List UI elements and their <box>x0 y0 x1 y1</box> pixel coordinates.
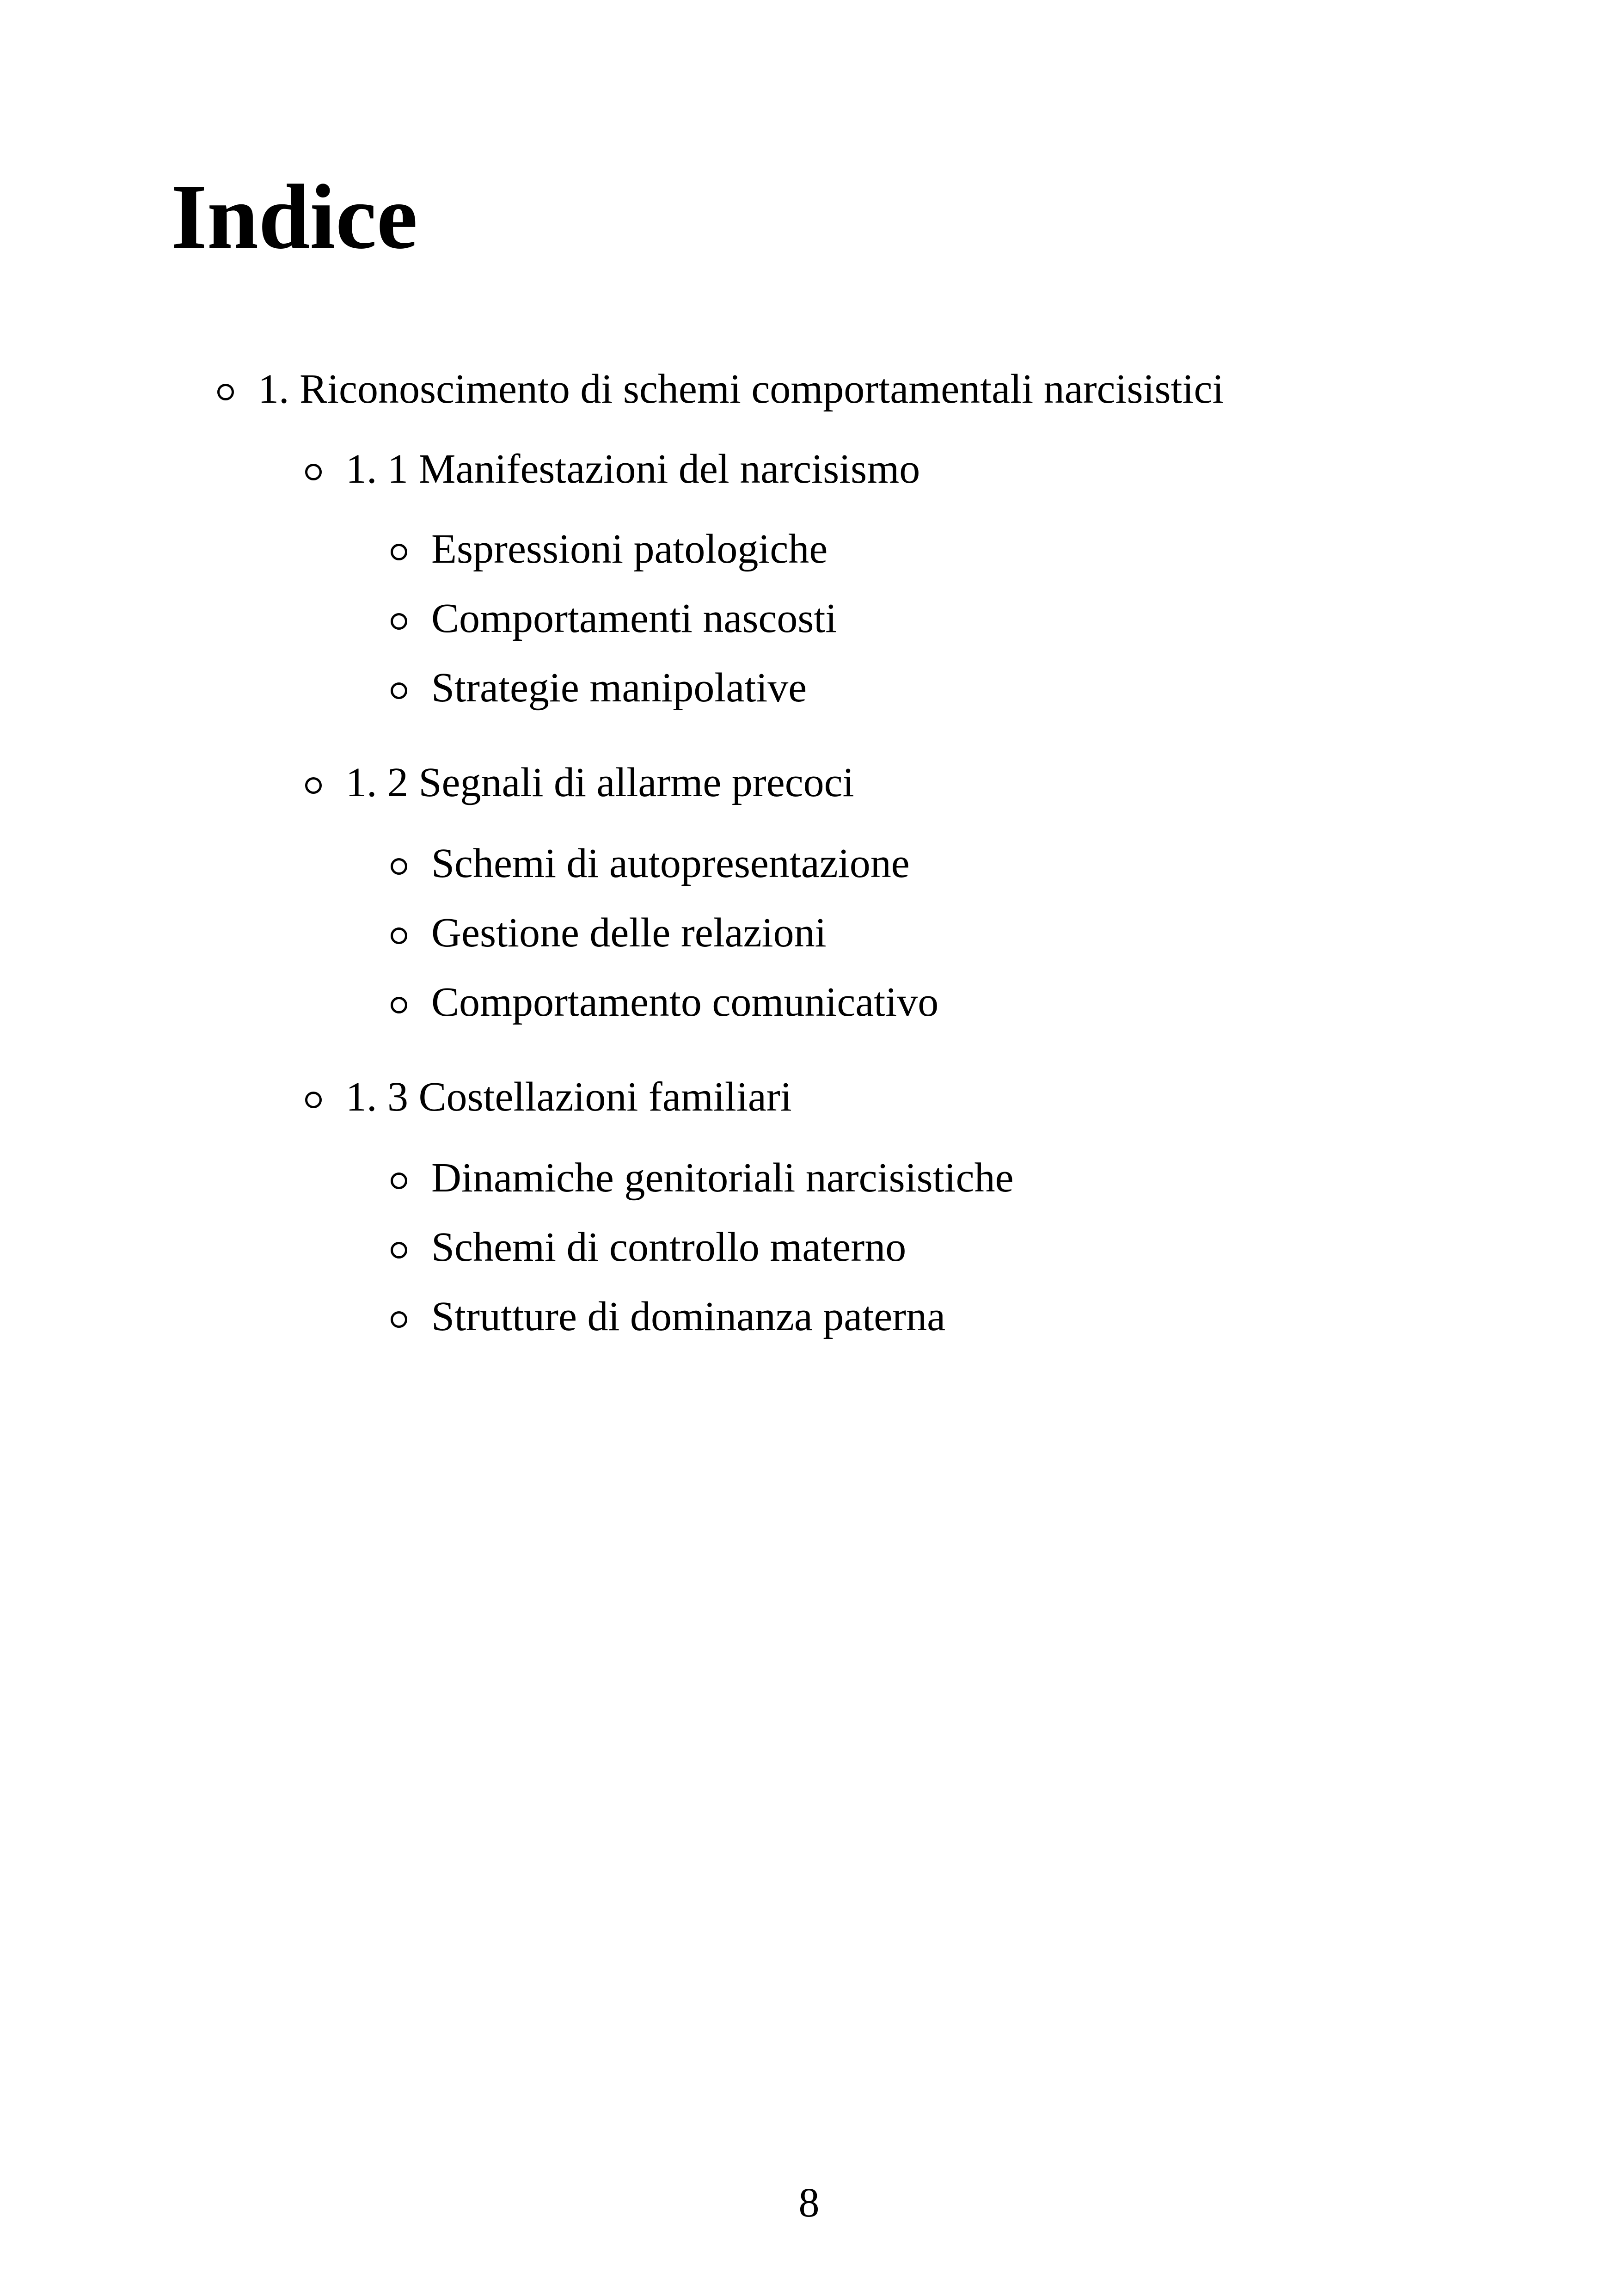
hollow-circle-bullet-icon <box>391 997 407 1013</box>
toc-chapter-1 <box>217 368 1224 410</box>
toc-item <box>391 667 807 709</box>
toc-chapter-label: 1. Riconoscimento di schemi comportamentali narcisistici <box>258 366 1224 412</box>
toc-item-label: Gestione delle relazioni <box>431 910 827 956</box>
hollow-circle-bullet-icon <box>391 682 407 699</box>
hollow-circle-bullet-icon <box>391 613 407 630</box>
toc-item-label: Comportamenti nascosti <box>431 595 837 641</box>
hollow-circle-bullet-icon <box>305 1092 322 1108</box>
toc-section-label: 1. 2 Segnali di allarme precoci <box>346 760 854 805</box>
hollow-circle-bullet-icon <box>305 777 322 794</box>
page-title: Indice <box>171 166 418 268</box>
hollow-circle-bullet-icon <box>391 1242 407 1259</box>
toc-item-label: Comportamento comunicativo <box>431 979 939 1025</box>
toc-item <box>391 1157 1014 1199</box>
hollow-circle-bullet-icon <box>305 464 322 480</box>
toc-section-1-3 <box>305 1076 792 1118</box>
hollow-circle-bullet-icon <box>391 927 407 944</box>
toc-section-1-2 <box>305 762 854 804</box>
toc-item <box>391 1296 945 1338</box>
page-number: 8 <box>798 2180 820 2226</box>
toc-item <box>391 528 827 570</box>
toc-item-label: Strategie manipolative <box>431 665 807 711</box>
toc-item <box>391 1224 907 1270</box>
toc-item-label: Schemi di controllo materno <box>431 1224 907 1270</box>
toc-item-label: Espressioni patologiche <box>431 526 828 572</box>
toc-item <box>391 595 837 641</box>
toc-item <box>391 979 939 1025</box>
hollow-circle-bullet-icon <box>391 1173 407 1189</box>
toc-item <box>391 843 910 884</box>
hollow-circle-bullet-icon <box>391 544 407 560</box>
toc-item <box>391 912 827 954</box>
toc-item-label: Strutture di dominanza paterna <box>431 1294 946 1339</box>
toc-section-1-1 <box>305 448 920 490</box>
toc-section-label: 1. 1 Manifestazioni del narcisismo <box>346 446 920 492</box>
hollow-circle-bullet-icon <box>391 1311 407 1328</box>
toc-item-label: Dinamiche genitoriali narcisistiche <box>431 1155 1014 1201</box>
hollow-circle-bullet-icon <box>391 858 407 875</box>
toc-section-label: 1. 3 Costellazioni familiari <box>346 1074 792 1120</box>
hollow-circle-bullet-icon <box>217 384 234 400</box>
toc-item-label: Schemi di autopresentazione <box>431 841 910 886</box>
